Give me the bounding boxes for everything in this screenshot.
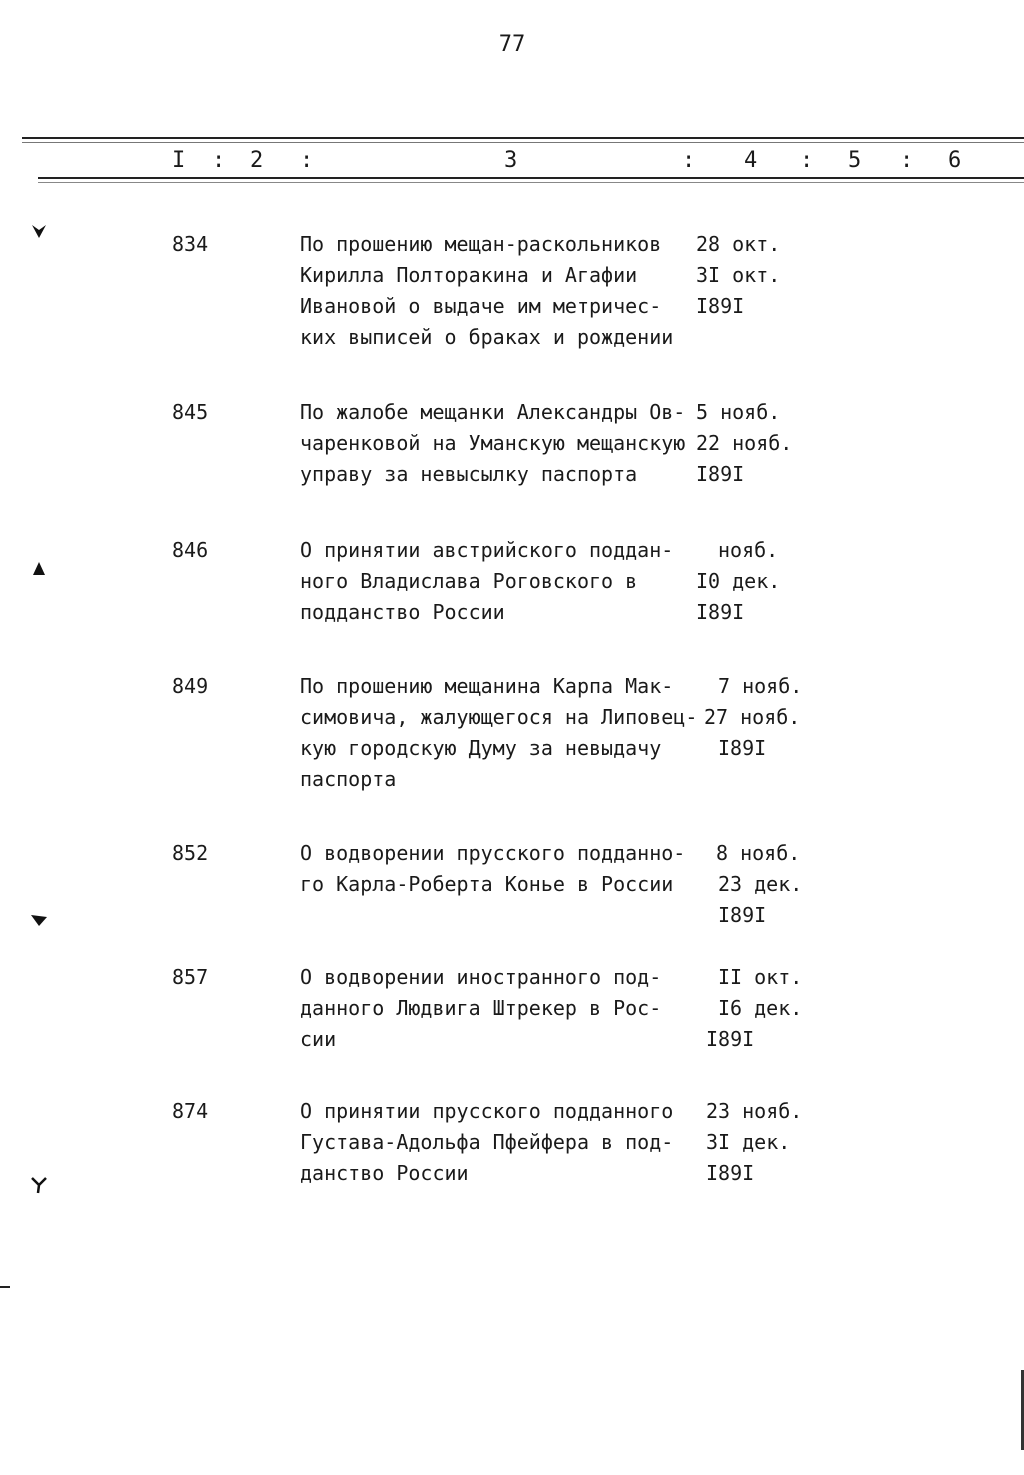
description-line: Кириллa Полторакина и Агафии: [300, 263, 638, 287]
description-line: О принятии австрийского поддан-: [300, 538, 674, 562]
case-dates: [696, 1096, 802, 1189]
description-line: кую городскую Думу за невыдачу: [300, 736, 662, 760]
description-line: По жалобе мещанки Александры Ов-: [300, 400, 686, 424]
header-bottom-rule-thin: [38, 182, 1024, 183]
description-line: ного Владислава Роговского в: [300, 569, 638, 593]
case-number: 849: [172, 674, 209, 698]
header-top-rule-thin: [22, 142, 1024, 143]
margin-dash: [0, 1286, 10, 1288]
case-dates: [696, 962, 802, 1055]
year: I89I: [706, 1027, 755, 1051]
header-sep: :: [212, 148, 226, 173]
case-number: 857: [172, 965, 209, 989]
case-description: [300, 838, 685, 900]
case-description: [300, 671, 697, 795]
case-number: 874: [172, 1099, 209, 1123]
header-sep: :: [900, 148, 914, 173]
year: I89I: [696, 600, 745, 624]
start-date: нояб.: [718, 538, 779, 562]
year: I89I: [706, 1161, 755, 1185]
case-dates: [696, 229, 780, 322]
description-line: управу за невысылку паспорта: [300, 462, 638, 486]
header-col-4: 4: [744, 148, 758, 173]
case-number: 834: [172, 232, 209, 256]
header-col-6: 6: [948, 148, 962, 173]
case-dates: [696, 671, 802, 764]
header-top-rule: [22, 137, 1024, 139]
description-line: го Карла-Роберта Конье в России: [300, 872, 674, 896]
header-col-3: 3: [504, 148, 518, 173]
description-line: По прошению мещанина Карпа Мак-: [300, 674, 674, 698]
header-sep: :: [800, 148, 814, 173]
case-number: 852: [172, 841, 209, 865]
binding-mark-icon: [30, 222, 48, 240]
description-line: Ивановой о выдаче им метричес-: [300, 294, 662, 318]
description-line: Густава-Адольфа Пфейфера в под-: [300, 1130, 674, 1154]
case-description: [300, 962, 661, 1055]
end-date: 3I дек.: [706, 1130, 791, 1154]
description-line: чаренковой на Уманскую мещанскую: [300, 431, 686, 455]
case-description: [300, 397, 685, 490]
description-line: данного Людвига Штрекер в Рос-: [300, 996, 662, 1020]
case-dates: [696, 397, 792, 490]
case-number: 845: [172, 400, 209, 424]
start-date: II окт.: [718, 965, 803, 989]
description-line: О принятии прусского подданного: [300, 1099, 674, 1123]
end-date: I0 дек.: [696, 569, 781, 593]
description-line: симовича, жалующегося на Липовец-: [300, 705, 698, 729]
description-line: ких выписей о браках и рождении: [300, 325, 674, 349]
case-number: 846: [172, 538, 209, 562]
page-number: 77: [498, 32, 526, 57]
description-line: данство России: [300, 1161, 469, 1185]
description-line: паспорта: [300, 767, 397, 791]
case-dates: [696, 838, 802, 931]
header-sep: :: [682, 148, 696, 173]
description-line: сии: [300, 1027, 337, 1051]
end-date: 23 дек.: [718, 872, 803, 896]
year: I89I: [696, 294, 745, 318]
start-date: 28 окт.: [696, 232, 781, 256]
end-date: 27 нояб.: [704, 705, 801, 729]
header-bottom-rule: [38, 177, 1024, 179]
end-date: 22 нояб.: [696, 431, 793, 455]
header-col-1: I: [172, 148, 186, 173]
case-dates: [696, 535, 780, 628]
start-date: 8 нояб.: [716, 841, 801, 865]
case-description: [300, 1096, 673, 1189]
binding-mark-icon: [30, 910, 48, 928]
binding-mark-icon: [30, 1176, 48, 1194]
end-date: I6 дек.: [718, 996, 803, 1020]
description-line: По прошению мещан-раскольников: [300, 232, 662, 256]
header-col-5: 5: [848, 148, 862, 173]
end-date: 3I окт.: [696, 263, 781, 287]
start-date: 7 нояб.: [718, 674, 803, 698]
year: I89I: [696, 462, 745, 486]
case-description: [300, 535, 673, 628]
start-date: 5 нояб.: [696, 400, 781, 424]
start-date: 23 нояб.: [706, 1099, 803, 1123]
year: I89I: [718, 736, 767, 760]
description-line: подданство России: [300, 600, 505, 624]
description-line: О водворении иностранного под-: [300, 965, 662, 989]
header-sep: :: [300, 148, 314, 173]
header-col-2: 2: [250, 148, 264, 173]
case-description: [300, 229, 673, 353]
binding-mark-icon: [30, 560, 48, 578]
year: I89I: [718, 903, 767, 927]
description-line: О водворении прусского подданно-: [300, 841, 686, 865]
